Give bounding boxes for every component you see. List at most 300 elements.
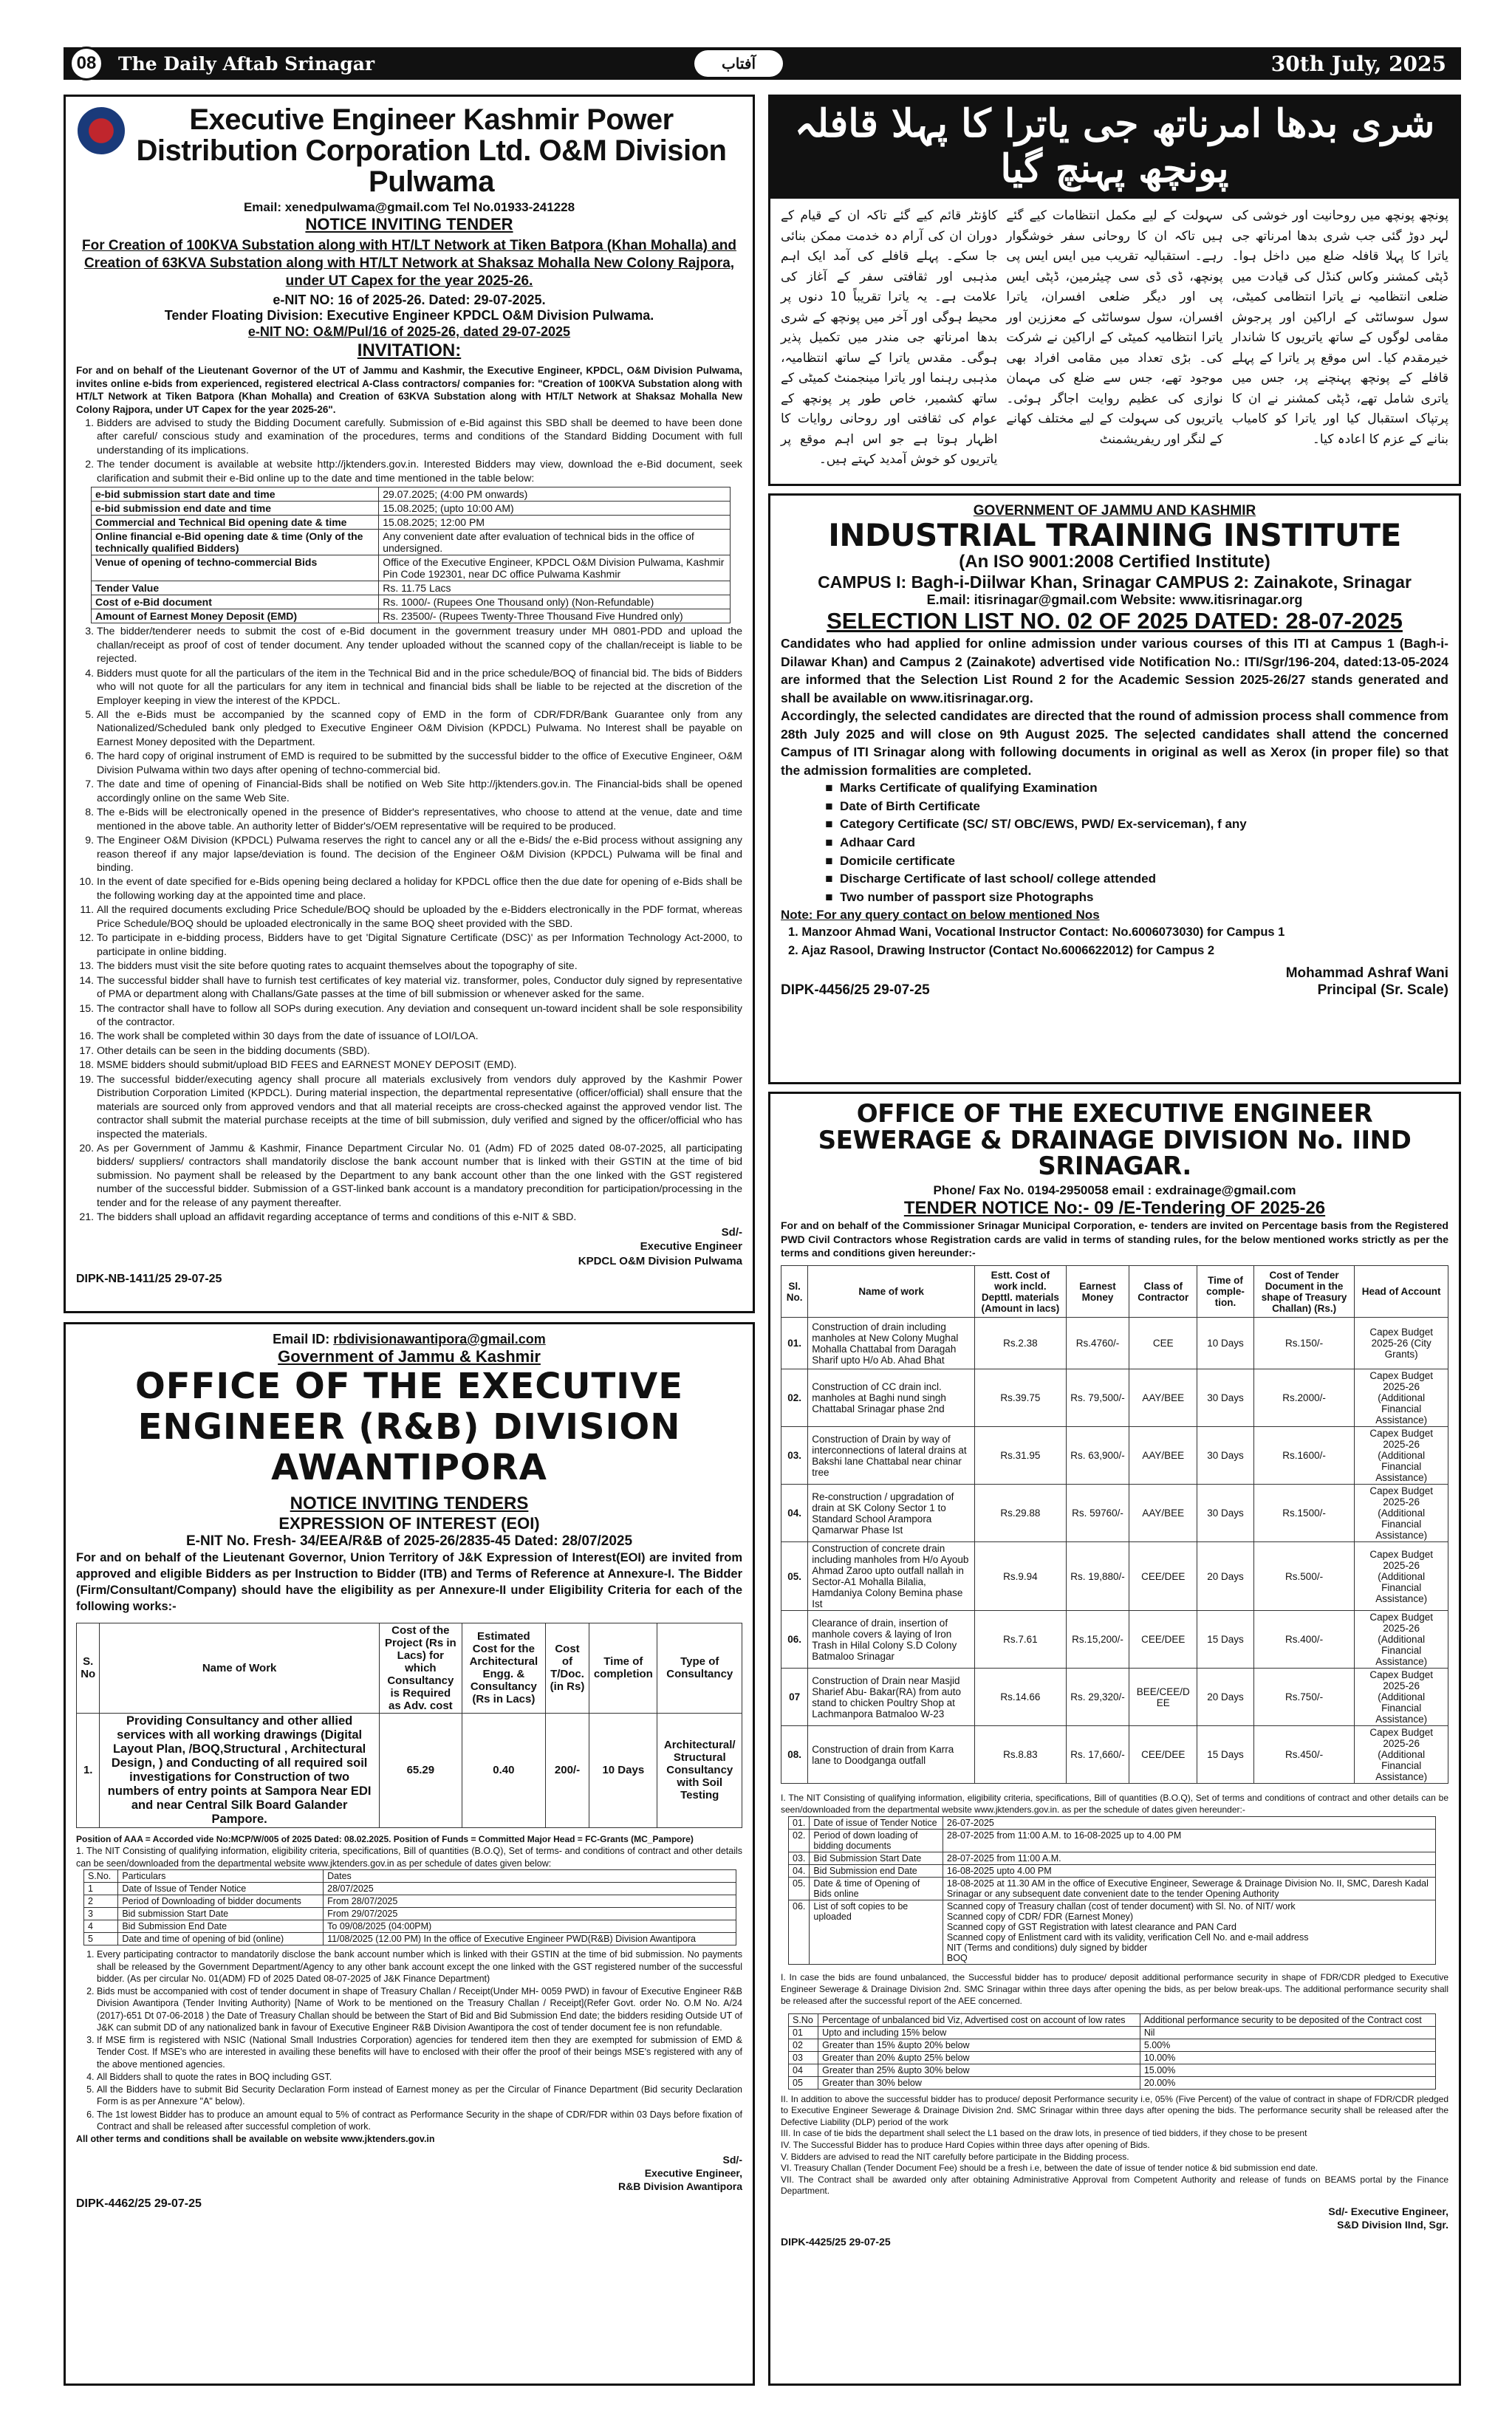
- table-cell: 02: [789, 2039, 818, 2051]
- kpdcl-subject: For Creation of 100KVA Substation along with HT/LT Network at Tiken Batpora (Khan Mohalla) and Creation of 63KVA Substation along with HT/LT Network at Shaksaz Mohalla New Colony Rajpora, under UT Capex for the year 2025-26.: [81, 238, 737, 289]
- table-cell: Rs. 11.75 Lacs: [379, 581, 731, 595]
- table-cell: Rs. 19,880/-: [1066, 1542, 1129, 1611]
- kpdcl-term: 13. The bidders must visit the site before quoting rates to acquaint themselves about the topography of site.: [97, 959, 742, 973]
- table-cell: 10 Days: [1197, 1318, 1253, 1369]
- table-cell: Construction of concrete drain including manholes from H/o Ayoub Ahmad Zaroo upto outfall nallah in Sector-A1 Mohalla Bilalia, Hamdaniya Colony Bemina phase Ist: [808, 1542, 975, 1611]
- table-cell: 01.: [789, 1817, 810, 1830]
- table-row: [92, 555, 731, 581]
- table-cell: 65.29: [379, 1713, 462, 1827]
- table-row: [92, 516, 731, 530]
- iti-document-item: • Date of Birth Certificate: [840, 798, 1448, 816]
- kpdcl-invitation: INVITATION:: [357, 340, 462, 360]
- table-cell: BEE/CEE/D EE: [1129, 1669, 1197, 1726]
- table-cell: 05.: [789, 1878, 810, 1900]
- table-cell: 20 Days: [1197, 1669, 1253, 1726]
- table-cell: Capex Budget 2025-26 (Additional Financial Assistance): [1355, 1427, 1448, 1485]
- table-cell: Rs. 29,320/-: [1066, 1669, 1129, 1726]
- table-cell: 29.07.2025; (4:00 PM onwards): [379, 487, 731, 502]
- table-cell: 15 Days: [1197, 1726, 1253, 1784]
- rb-dipk: DIPK-4462/25 29-07-25: [76, 2197, 202, 2211]
- table-header-row: [781, 1266, 1448, 1318]
- urdu-column-3: کاؤنٹر قائم کیے گئے تاکہ ان کے قیام کے دوران ان کی آرام دہ خدمت ممکن بنائی جا سکے۔ پہلے قافلے کی آمد ایک اہم مذہبی اور ثقافتی سفر کے آغاز کی علامت ہے۔ یہ یاترا تقریباً 10 دنوں پر محیط ہوگی اور آخر میں پونچھ کے شری بدھا امرناتھ جی مندر میں تکمیل پذیر ہوگی۔ مقدس یاترا کے ساتھ انتظامیہ، مذہبی رہنما اور یاترا مینجمنٹ کمیٹی کے ساتھ کشمیر، خاص طور پر پونچھ کے عوام کی ثقافتی اور روحانی روایات کا اظہار ہوتا ہے جو اس اہم موقع پر یاتریوں کو خوش آمدید کہتے ہیں۔: [781, 208, 998, 468]
- table-cell: Architectural/ Structural Consultancy with Soil Testing: [657, 1713, 742, 1827]
- iti-contact-line: 2. Ajaz Rasool, Drawing Instructor (Contact No.6006622012) for Campus 2: [788, 943, 1215, 957]
- table-row: [781, 1369, 1448, 1427]
- table-cell: Rs.750/-: [1253, 1669, 1355, 1726]
- table-cell: Name of Work: [100, 1623, 379, 1713]
- table-cell: Rs.2000/-: [1253, 1369, 1355, 1427]
- table-cell: Cost of the Project (Rs in Lacs) for which Consultancy is Required as Adv. cost: [379, 1623, 462, 1713]
- rb-footer: All other terms and conditions shall be available on website www.jktenders.gov.in: [76, 2134, 435, 2145]
- sewerage-note: VII. The Contract shall be awarded only after obtaining Administrative Approval from Competent Authority and release of funds on BEAMS portal by the Finance Department.: [781, 2174, 1448, 2197]
- rb-eoi: EXPRESSION OF INTEREST (EOI): [278, 1513, 540, 1533]
- table-cell: 02.: [789, 1830, 810, 1852]
- table-row: [781, 1542, 1448, 1611]
- table-cell: Bid Submission end Date: [810, 1865, 943, 1878]
- rb-signature: [76, 2153, 742, 2194]
- table-row: [92, 487, 731, 502]
- table-cell: Rs.400/-: [1253, 1611, 1355, 1669]
- table-row: [781, 1611, 1448, 1669]
- signature-line: Executive Engineer: [640, 1240, 742, 1253]
- iti-contact-line: 1. Manzoor Ahmad Wani, Vocational Instructor Contact: No.6006073030) for Campus 1: [788, 925, 1285, 940]
- table-cell: 04.: [781, 1485, 808, 1542]
- kpdcl-term: 12. To participate in e-bidding process, Bidders have to get 'Digital Signature Certificate (DSC)' as per Information Technology Act-2000, to participate in online bidding.: [97, 931, 742, 959]
- kpdcl-terms-list-a: [76, 417, 742, 485]
- table-cell: Rs. 17,660/-: [1066, 1726, 1129, 1784]
- table-cell: List of soft copies to be uploaded: [810, 1900, 943, 1965]
- table-cell: Capex Budget 2025-26 (Additional Financial Assistance): [1355, 1485, 1448, 1542]
- rb-note: 3. If MSE firm is registered with NSIC (National Small Industries Corporation) agencies for tendered item then they are exempted for submission of EMD & Tender Cost. If MSE's who are interested in availing these benefits will have to enclosed with their offer the proof of their beings MSE's registered with any of the above mentioned agencies.: [97, 2034, 742, 2070]
- table-row: [781, 1726, 1448, 1784]
- table-cell: 18-08-2025 at 11.30 AM in the office of Executive Engineer, Sewerage & Drainage Division No. II, SMC, Daresh Kadal Srinagar or any subsequent date convenient date to the tender Opening Authority: [943, 1878, 1435, 1900]
- newspaper-name: The Daily Aftab Srinagar: [118, 52, 375, 75]
- table-cell: Rs. 63,900/-: [1066, 1427, 1129, 1485]
- table-cell: 08.: [781, 1726, 808, 1784]
- kpdcl-enit-ref: e-NIT NO: O&M/Pul/16 of 2025-26, dated 29-07-2025: [247, 324, 571, 340]
- sewerage-tender-notice: [768, 1092, 1461, 2386]
- sewerage-contact: Phone/ Fax No. 0194-2950058 email : exdrainage@gmail.com: [933, 1183, 1296, 1198]
- kpdcl-terms-list-b: [76, 625, 742, 1224]
- table-cell: Date and time of opening of bid (online): [118, 1933, 324, 1946]
- table-cell: Time of completion: [589, 1623, 657, 1713]
- table-cell: Construction of drain from Karra lane to Doodganga outfall: [808, 1726, 975, 1784]
- sewerage-note: VI. Treasury Challan (Tender Document Fee) should be a fresh i.e, between the date of issue of tender notice & bid submission end date.: [781, 2163, 1318, 2174]
- signature-line: Sd/-: [721, 1225, 742, 1239]
- table-row: [789, 2013, 1436, 2026]
- iti-selection-heading: SELECTION LIST NO. 02 OF 2025 DATED: 28-07-2025: [827, 608, 1403, 634]
- table-row: [789, 2039, 1436, 2051]
- table-cell: 15.08.2025; (upto 10:00 AM): [379, 502, 731, 516]
- kpdcl-term: 3. The bidder/tenderer needs to submit the cost of e-Bid document in the government treasury under MH 0801-PDD and upload the challan/receipt as proof of cost of tender document. Any tender uploaded without the scanned copy of the challan/receipt is liable to be rejected.: [97, 625, 742, 665]
- table-cell: Bid Submission End Date: [118, 1920, 324, 1933]
- rb-note: 5. All the Bidders have to submit Bid Security Declaration Form instead of Earnest money as per the Circular of Finance Department (Bid security Declaration Form is as per Annexure "A" below).: [97, 2084, 742, 2108]
- sewerage-notes: [781, 2094, 1448, 2197]
- kpdcl-term: 6. The hard copy of original instrument of EMD is required to be submitted by the successful bidder to the office of Executive Engineer, O&M Division Pulwama within two days after opening of techno-commercial bid.: [97, 750, 742, 777]
- table-cell: 20.00%: [1140, 2076, 1435, 2089]
- table-cell: 03.: [781, 1427, 808, 1485]
- table-cell: Greater than 25% &upto 30% below: [818, 2064, 1140, 2076]
- kpdcl-term: 16. The work shall be completed within 30 days from the date of issuance of LOI/LOA.: [97, 1030, 742, 1043]
- kpdcl-term: 5. All the e-Bids must be accompanied by the scanned copy of EMD in the form of CDR/FDR/Bank Guarantee only from any Nationalized/Scheduled bank only pledged to Executive Engineer O&M Division (KPDCL) Pulwama. No Interest shall be payable on Earnest Money deposited with the Department.: [97, 708, 742, 749]
- table-cell: 03.: [789, 1852, 810, 1865]
- table-cell: Additional performance security to be deposited of the Contract cost: [1140, 2013, 1435, 2026]
- sewerage-unbalanced: I. In case the bids are found unbalanced, the Successful bidder has to produce/ deposit additional performance security in shape of FDR/CDR pledged to Executive Engineer Sewerage & Drainage Division 2nd. SMC Srinagar within three days after opening the bids, as per below break-ups. The additional performance security shall be released after the successful report of the AEE concerned.: [781, 1972, 1448, 2006]
- table-cell: 11/08/2025 (12.00 PM) In the office of Executive Engineer PWD(R&B) Division Awantipora: [324, 1933, 736, 1946]
- table-cell: Scanned copy of Treasury challan (cost of tender document) with Sl. No. of NIT/ work Scanned copy of CDR/ FDR (Earnest Money) Scanned copy of GST Registration with latest clearance and PAN Card Scanned copy of Enlistment card with its validity, verification Cell No. and e-mail address NIT (Terms and conditions) duly signed by bidder BOQ: [943, 1900, 1435, 1965]
- table-row: [84, 1933, 736, 1946]
- rb-note: 2. Bids must be accompanied with cost of tender document in shape of Treasury Challan / Receipt(Under MH- 0059 PWD) in favour of Executive Engineer R&B Division Awantipora (Tender Inviting Authority) [Name of Work to be mentioned on the Treasury Challan / Receipt](Refer Govt. order No. O.M No. A/24 (2017)-651 Dt 07-06-2018 ) the Date of Treasury Challan should be between the Start of Bid and Bid Submission End date; the bidders residing Outside UT of J&K can submit DD of any nationalized bank in favour of Executive Engineer R&B Division Awantipora the cost of tender document fee is non refundable.: [97, 1985, 742, 2033]
- table-cell: 30 Days: [1197, 1427, 1253, 1485]
- table-row: [77, 1713, 742, 1827]
- table-cell: Earnest Money: [1066, 1266, 1129, 1318]
- sewerage-works-table: [781, 1265, 1448, 1784]
- sewerage-dipk: DIPK-4425/25 29-07-25: [781, 2236, 891, 2248]
- rb-title: OFFICE OF THE EXECUTIVE ENGINEER (R&B) DIVISION AWANTIPORA: [134, 1366, 683, 1489]
- rb-position: Position of AAA = Accorded vide No:MCP/W/005 of 2025 Dated: 08.02.2025. Position of Funds = Committed Major Head = FC-Grants (MC_Pampore): [76, 1833, 694, 1844]
- sewerage-note: IV. The Successful Bidder has to produce Hard Copies within three days after opening of Bids.: [781, 2139, 1150, 2150]
- kpdcl-floating: Tender Floating Division: Executive Engineer KPDCL O&M Division Pulwama.: [164, 308, 654, 324]
- table-cell: Particulars: [118, 1870, 324, 1883]
- rb-note: 4. All Bidders shall to quote the rates in BOQ including GST.: [97, 2071, 742, 2083]
- table-cell: Capex Budget 2025-26 (Additional Financial Assistance): [1355, 1611, 1448, 1669]
- iti-selection-list: [768, 493, 1461, 1084]
- table-cell: Head of Account: [1355, 1266, 1448, 1318]
- iti-govt: GOVERNMENT OF JAMMU AND KASHMIR: [973, 503, 1256, 519]
- table-row: [84, 1870, 736, 1883]
- table-cell: 28-07-2025 from 11:00 A.M.: [943, 1852, 1435, 1865]
- kpdcl-term: 4. Bidders must quote for all the particulars of the item in the Technical Bid and in the price schedule/BOQ of financial bid. The bids of Bidders who will not quote for all the particulars for any item in technical and financial bids shall be liable to be rejected at the discretion of the Employer keeping in view the interest of the KPDCL.: [97, 667, 742, 708]
- table-cell: Greater than 15% &upto 20% below: [818, 2039, 1140, 2051]
- sewerage-schedule-table: [788, 1816, 1436, 1965]
- signature-line: Sd/- Executive Engineer,: [1328, 2205, 1448, 2217]
- table-row: [781, 1427, 1448, 1485]
- signature-line: KPDCL O&M Division Pulwama: [578, 1254, 742, 1267]
- table-cell: Class of Contractor: [1129, 1266, 1197, 1318]
- table-cell: Estimated Cost for the Architectural Engg. & Consultancy (Rs in Lacs): [462, 1623, 545, 1713]
- table-cell: Tender Value: [92, 581, 379, 595]
- iti-document-item: • Marks Certificate of qualifying Examination: [840, 779, 1448, 798]
- table-cell: Rs.8.83: [974, 1726, 1066, 1784]
- table-cell: Date of issue of Tender Notice: [810, 1817, 943, 1830]
- table-cell: Clearance of drain, insertion of manhole covers & laying of Iron Trash in Hilal Colony S.D Colony Batmaloo Srinagar: [808, 1611, 975, 1669]
- table-row: [789, 1878, 1436, 1900]
- table-cell: Period of Downloading of bidder documents: [118, 1895, 324, 1908]
- table-cell: Re-construction / upgradation of drain at SK Colony Sector 1 to Standard School Arampora Qamarwar Phase Ist: [808, 1485, 975, 1542]
- table-cell: Greater than 20% &upto 25% below: [818, 2051, 1140, 2064]
- table-cell: Rs. 1000/- (Rupees One Thousand only) (Non-Refundable): [379, 595, 731, 609]
- table-cell: AAY/BEE: [1129, 1369, 1197, 1427]
- table-cell: Percentage of unbalanced bid Viz, Advertised cost on account of low rates: [818, 2013, 1140, 2026]
- table-cell: 16-08-2025 upto 4.00 PM: [943, 1865, 1435, 1878]
- table-cell: Estt. Cost of work incld. Depttl. materials (Amount in lacs): [974, 1266, 1066, 1318]
- rb-eoi-notice: [64, 1322, 755, 2386]
- table-cell: Cost of e-Bid document: [92, 595, 379, 609]
- table-cell: Capex Budget 2025-26 (Additional Financial Assistance): [1355, 1726, 1448, 1784]
- table-cell: 30 Days: [1197, 1485, 1253, 1542]
- table-cell: Rs.7.61: [974, 1611, 1066, 1669]
- table-cell: 06.: [781, 1611, 808, 1669]
- table-row: [789, 1852, 1436, 1865]
- signature-line: Sd/-: [722, 2153, 742, 2166]
- table-cell: Amount of Earnest Money Deposit (EMD): [92, 609, 379, 623]
- table-cell: 15.00%: [1140, 2064, 1435, 2076]
- table-cell: 10 Days: [589, 1713, 657, 1827]
- table-cell: 03: [789, 2051, 818, 2064]
- kpdcl-term: 15. The contractor shall have to follow all SOPs during execution. Any deviation and consequent un-toward incident shall be sole responsibility of the contractor.: [97, 1002, 742, 1030]
- table-cell: Providing Consultancy and other allied services with all working drawings (Digital Layout Plan, /BOQ,Structural , Architectural Design, ) and Conducting of all required soil investigations for Construction of two numbers of entry points at Sampora Near EDI and near Central Silk Board Galander Pampore.: [100, 1713, 379, 1827]
- iti-document-item: • Domicile certificate: [840, 852, 1448, 871]
- iti-iso: (An ISO 9001:2008 Certified Institute): [959, 552, 1270, 572]
- rb-govt: Government of Jammu & Kashmir: [278, 1347, 541, 1366]
- iti-note: Note: For any query contact on below mentioned Nos: [781, 907, 1100, 922]
- table-row: [789, 1817, 1436, 1830]
- kpdcl-term: 8. The e-Bids will be electronically opened in the presence of Bidder's representatives, who choose to attend at the venue, date and time mentioned in the above table. An authority letter of Bidder's/OEM representative will be required to be produced.: [97, 806, 742, 833]
- table-cell: Period of down loading of bidding documents: [810, 1830, 943, 1852]
- kpdcl-term: 2. The tender document is available at website http://jktenders.gov.in. Interested Bidders may view, download the e-Bid document, seek clarification and submit their e-Bid online up to the date and time mentioned in the table below:: [97, 458, 742, 485]
- iti-para1: Candidates who had applied for online admission under various courses of this ITI at Campus 1 (Bagh-i-Dilawar Khan) and Campus 2 (Zainakote) advertised vide Notification No.: ITI/Sgr/196-204, dated:13-05-2024 are informed that the Selection List Round 2 for the Academic Session 2025-26/27 stands generated and shall be available on www.itisrinagar.org.: [781, 636, 1448, 705]
- table-cell: 06.: [789, 1900, 810, 1965]
- table-cell: Rs.4760/-: [1066, 1318, 1129, 1369]
- table-cell: CEE/DEE: [1129, 1542, 1197, 1611]
- table-cell: Sl. No.: [781, 1266, 808, 1318]
- table-cell: Rs.9.94: [974, 1542, 1066, 1611]
- table-cell: Office of the Executive Engineer, KPDCL O&M Division Pulwama, Kashmir Pin Code 192301, near DC office Pulwama Kashmir: [379, 555, 731, 581]
- iti-dipk: DIPK-4456/25 29-07-25: [781, 982, 930, 999]
- iti-signatory-post: Principal (Sr. Scale): [1317, 982, 1448, 999]
- table-cell: Rs. 79,500/-: [1066, 1369, 1129, 1427]
- table-cell: 200/-: [545, 1713, 589, 1827]
- table-row: [789, 1900, 1436, 1965]
- table-cell: Construction of CC drain incl. manholes at Baghi nund singh Chattabal Srinagar phase 2nd: [808, 1369, 975, 1427]
- table-cell: Rs.1600/-: [1253, 1427, 1355, 1485]
- iti-campus: CAMPUS I: Bagh-i-Diilwar Khan, Srinagar CAMPUS 2: Zainakote, Srinagar: [818, 572, 1412, 592]
- kpdcl-title: Executive Engineer Kashmir Power Distribution Corporation Ltd. O&M Division Pulwama: [136, 103, 727, 198]
- table-row: [789, 2064, 1436, 2076]
- table-cell: To 09/08/2025 (04:00PM): [324, 1920, 736, 1933]
- table-cell: 04: [789, 2064, 818, 2076]
- table-cell: Rs.450/-: [1253, 1726, 1355, 1784]
- table-cell: Nil: [1140, 2026, 1435, 2039]
- kpdcl-term: 9. The Engineer O&M Division (KPDCL) Pulwama reserves the right to cancel any or all the e-Bids/ the e-Bid process without assigning any reason thereof if any major lapse/deviation is found. The decision of the Engineer O&M Division (KPDCL) Pulwama will be final and binding.: [97, 834, 742, 875]
- table-cell: From 29/07/2025: [324, 1908, 736, 1920]
- table-cell: Rs. 23500/- (Rupees Twenty-Three Thousand Five Hundred only): [379, 609, 731, 623]
- kpdcl-term: 19. The successful bidder/executing agency shall procure all materials exclusively from vendors duly approved by the Kashmir Power Distribution Corporation Limited (KPDCL). During material inspection, the departmental representative (officer/official) shall ensure that the materials are sourced only from approved vendors and that all material receipts are cross-checked against the approved vendor list. The contractor shall submit the material purchase receipts at the time of bill submission, duly verified and signed by the officer/official who has inspected the materials.: [97, 1073, 742, 1141]
- table-cell: 28/07/2025: [324, 1883, 736, 1895]
- kpdcl-contact: Email: xenedpulwama@gmail.com Tel No.01933-241228: [243, 200, 575, 214]
- table-cell: Rs.1500/-: [1253, 1485, 1355, 1542]
- table-cell: Dates: [324, 1870, 736, 1883]
- signature-line: Executive Engineer,: [644, 2166, 742, 2179]
- table-cell: Name of work: [808, 1266, 975, 1318]
- table-cell: Rs.14.66: [974, 1669, 1066, 1726]
- kpdcl-term: 18. MSME bidders should submit/upload BID FEES and EARNEST MONEY DEPOSIT (EMD).: [97, 1058, 742, 1072]
- table-cell: 05.: [781, 1542, 808, 1611]
- table-cell: Rs.31.95: [974, 1427, 1066, 1485]
- iti-para2: Accordingly, the selected candidates are directed that the round of admission process shall commence from 28th July 2025 and will close on 9th August 2025. The se|ected candidates shall attend the concerned Campus of ITI Srinagar along with following documents in original as well as Xerox (in proper file) so that the admission formalities are completed.: [781, 708, 1448, 778]
- kpdcl-tender-notice: [64, 95, 755, 1313]
- table-row: [789, 1830, 1436, 1852]
- iti-signatory-name: Mohammad Ashraf Wani: [1285, 965, 1448, 981]
- table-row: [92, 581, 731, 595]
- kpdcl-notice-heading: NOTICE INVITING TENDER: [305, 215, 513, 233]
- urdu-column-1: پونچھ پونچھ میں روحانیت اور خوشی کی لہر دوڑ گئی جب شری بدھا امرناتھ جی یاترا کا پہلا قافلہ ضلع میں داخل ہوا۔ ڈپٹی کمشنر وکاس کنڈل کی قیادت میں ضلعی انتظامیہ نے یاترا انتظامی کمیٹی، سول سوسائٹی کے اراکین اور پرجوش مقامی لوگوں کے ساتھ یاتریوں کا شاندار خیرمقدم کیا۔ اس موقع پر یاترا کے پہلے قافلے کے پونچھ پہنچنے پر، جس میں یاتری شامل تھے، ڈپٹی کمشنر نے ان کا پرتپاک استقبال کیا اور یاترا کو کامیاب بنانے کے عزم کا اعادہ کیا۔: [1231, 208, 1448, 447]
- table-row: [84, 1895, 736, 1908]
- table-row: [84, 1908, 736, 1920]
- table-cell: Greater than 30% below: [818, 2076, 1140, 2089]
- table-cell: Rs.500/-: [1253, 1542, 1355, 1611]
- kpdcl-term: 7. The date and time of opening of Financial-Bids shall be notified on Web Site http://jktenders.gov.in. The Financial-bids shall be opened accordingly online on the same Web Site.: [97, 778, 742, 805]
- table-cell: Rs.2.38: [974, 1318, 1066, 1369]
- table-cell: S.No.: [84, 1870, 118, 1883]
- sewerage-note: V. Bidders are advised to read the NIT carefully before participate in the Bidding process.: [781, 2151, 1129, 2162]
- iti-document-item: • Discharge Certificate of last school/ college attended: [840, 870, 1448, 889]
- table-cell: 2: [84, 1895, 118, 1908]
- table-cell: 15.08.2025; 12:00 PM: [379, 516, 731, 530]
- rb-email-label: Email ID:: [273, 1332, 334, 1346]
- sewerage-intro: For and on behalf of the Commissioner Srinagar Municipal Corporation, e- tenders are invited on Percentage basis from the Registered PWD Civil Contractors whose Registration cards are valid in terms of standing rules, for the below mentioned works strictly as per the terms and conditions given hereunder:-: [781, 1219, 1448, 1259]
- kpdcl-term: 11. All the required documents excluding Price Schedule/BOQ should be uploaded by the e-Bidders electronically in the PDF format, whereas Price Schedule/BOQ should be uploaded electronically in the same BOQ sheet provided with the SBD.: [97, 903, 742, 931]
- table-cell: Type of Consultancy: [657, 1623, 742, 1713]
- table-cell: 05: [789, 2076, 818, 2089]
- table-cell: Bid Submission Start Date: [810, 1852, 943, 1865]
- table-cell: Construction of drain including manholes at New Colony Mughal Mohalla Chattabal from Daragah Sharif upto H/o Ab. Ahad Bhat: [808, 1318, 975, 1369]
- kpdcl-dipk: DIPK-NB-1411/25 29-07-25: [76, 1273, 222, 1286]
- table-cell: Date & time of Opening of Bids online: [810, 1878, 943, 1900]
- table-cell: 01: [789, 2026, 818, 2039]
- table-row: [84, 1920, 736, 1933]
- table-row: [789, 2051, 1436, 2064]
- table-cell: AAY/BEE: [1129, 1485, 1197, 1542]
- table-cell: 4: [84, 1920, 118, 1933]
- rb-notice: NOTICE INVITING TENDERS: [290, 1493, 529, 1513]
- table-cell: Venue of opening of techno-commercial Bids: [92, 555, 379, 581]
- iti-document-item: • Category Certificate (SC/ ST/ OBC/EWS, PWD/ Ex-serviceman), f any: [840, 815, 1448, 834]
- rb-works-table: [76, 1623, 742, 1828]
- table-cell: Time of comple-tion.: [1197, 1266, 1253, 1318]
- table-cell: AAY/BEE: [1129, 1427, 1197, 1485]
- signature-line: R&B Division Awantipora: [618, 2180, 742, 2193]
- table-cell: Construction of Drain near Masjid Sharief Abu- Bakar(RA) from auto stand to chicken Poultry Shop at Lachmanpora Batmaloo W-23: [808, 1669, 975, 1726]
- table-cell: 0.40: [462, 1713, 545, 1827]
- table-row: [781, 1669, 1448, 1726]
- table-cell: Rs.39.75: [974, 1369, 1066, 1427]
- iti-contacts: [781, 923, 1448, 960]
- rb-notes-list: [76, 1948, 742, 2132]
- table-row: [92, 530, 731, 555]
- table-cell: 20 Days: [1197, 1542, 1253, 1611]
- table-cell: CEE: [1129, 1318, 1197, 1369]
- kpdcl-term: 10. In the event of date specified for e-Bids opening being declared a holiday for KPDCL office then the due date for opening of e-Bids shall be the following working day at the appointed time and place.: [97, 875, 742, 903]
- table-cell: e-bid submission end date and time: [92, 502, 379, 516]
- table-cell: Capex Budget 2025-26 (Additional Financial Assistance): [1355, 1542, 1448, 1611]
- table-cell: Capex Budget 2025-26 (Additional Financial Assistance): [1355, 1369, 1448, 1427]
- table-cell: 5: [84, 1933, 118, 1946]
- kpdcl-term: 1. Bidders are advised to study the Bidding Document carefully. Submission of e-Bid against this SBD shall be deemed to have been done after careful/ conscious study and examination of the procedures, terms and conditions of the Standard Bidding Document with full understanding of its implications.: [97, 417, 742, 457]
- kpdcl-term: 17. Other details can be seen in the bidding documents (SBD).: [97, 1044, 742, 1058]
- urdu-headline: شری بدھا امرناتھ جی یاترا کا پہلا قافلہ پونچھ پہنچ گیا: [770, 97, 1459, 199]
- table-cell: 07: [781, 1669, 808, 1726]
- table-header-row: [77, 1623, 742, 1713]
- page-number: 08: [69, 47, 103, 81]
- table-cell: Capex Budget 2025-26 (City Grants): [1355, 1318, 1448, 1369]
- table-row: [781, 1485, 1448, 1542]
- iti-document-item: • Two number of passport size Photographs: [840, 889, 1448, 907]
- table-row: [84, 1883, 736, 1895]
- table-cell: 10.00%: [1140, 2051, 1435, 2064]
- kpdcl-signature: [76, 1225, 742, 1269]
- table-cell: S. No: [77, 1623, 100, 1713]
- rb-note: 1. Every participating contractor to mandatorily disclose the bank account number which is linked with their GSTIN at the time of bid submission. No payments shall be released by the Government Department/Agency to any other bank account except the one linked with the GST registered number of the successful bidder. (As per circular No. 01(ADM) FD of 2025 Dated 08-07-2025 of J&K Finance Department): [97, 1948, 742, 1985]
- table-cell: Rs.29.88: [974, 1485, 1066, 1542]
- table-cell: Capex Budget 2025-26 (Additional Financial Assistance): [1355, 1669, 1448, 1726]
- sewerage-note: III. In case of tie bids the department shall select the L1 based on the draw lots, in presence of tied bidders, if they chose to be present: [781, 2128, 1307, 2139]
- table-row: [789, 2026, 1436, 2039]
- table-cell: Bid submission Start Date: [118, 1908, 324, 1920]
- kpdcl-logo-icon: [78, 107, 125, 154]
- sewerage-security-table: [788, 2013, 1436, 2090]
- table-cell: Date of Issue of Tender Notice: [118, 1883, 324, 1895]
- table-cell: Online financial e-Bid opening date & time (Only of the technically qualified Bidders): [92, 530, 379, 555]
- iti-title: INDUSTRIAL TRAINING INSTITUTE: [828, 517, 1401, 553]
- rb-note1: 1. The NIT Consisting of qualifying information, eligibility criteria, specifications, Bill of quantities (B.O.Q), Set of terms- and conditions of contract and other details can be seen/downloaded from the departmental website www.jktenders.gov.in as per schedule of dates given below:: [76, 1846, 742, 1869]
- sewerage-title: OFFICE OF THE EXECUTIVE ENGINEER SEWERAGE & DRAINAGE DIVISION No. IIND SRINAGAR.: [818, 1099, 1412, 1182]
- sewerage-nit-note: I. The NIT Consisting of qualifying information, eligibility criteria, specifications, Bill of quantities (B.O.Q), Set of terms and conditions of contract and other details can be seen/downloaded from the departmental website www.jktenders.gov.in. as per the schedule of dates given hereunder:-: [781, 1793, 1448, 1816]
- table-row: [92, 609, 731, 623]
- table-cell: 26-07-2025: [943, 1817, 1435, 1830]
- table-cell: 02.: [781, 1369, 808, 1427]
- table-cell: Rs. 59760/-: [1066, 1485, 1129, 1542]
- kpdcl-enit: e-NIT NO: 16 of 2025-26. Dated: 29-07-2025.: [273, 292, 546, 308]
- rb-email-link[interactable]: rbdivisionawantipora@gmail.com: [333, 1332, 546, 1346]
- rb-dates-table: [83, 1869, 736, 1946]
- table-cell: 1: [84, 1883, 118, 1895]
- table-cell: Rs.150/-: [1253, 1318, 1355, 1369]
- urdu-column-2: سہولت کے لیے مکمل انتظامات کیے گئے ہیں تاکہ ان کا روحانی سفر خوشگوار رہے۔ استقبالیہ تقریب میں ایس ایس پی پونچھ، ڈی ڈی سی چیئرمین، ڈپٹی ایس پی اور دیگر ضلعی افسران، یاترا افسران، سول سوسائٹی کے معززین اور یاترا انتظامیہ کمیٹی کے اراکین نے شرکت کی۔ بڑی تعداد میں مقامی افراد بھی موجود تھے، جس سے ضلع کی مہمان نوازی کی عظیم روایت اجاگر ہوئی۔ یاتریوں کی سہولت کے لیے مختلف کھانے کے لنگر اور ریفریشمنٹ: [1006, 208, 1223, 447]
- table-cell: Cost of Tender Document in the shape of Treasury Challan) (Rs.): [1253, 1266, 1355, 1318]
- table-cell: 1.: [77, 1713, 100, 1827]
- kpdcl-intro: For and on behalf of the Lieutenant Governor of the UT of Jammu and Kashmir, the Executive Engineer, KPDCL, O&M Division Pulwama, invites online e-bids from experienced, registered electrical A-Class contractors/ companies for: "Creation of 100KVA Substation along with HT/LT Network at Tiken Batpora (Khan Mohalla) and Creation of 63KVA Substation along with HT/LT Network at Shaksaz Mohalla New Colony Rajpora, under UT Capex for the year 2025-26".: [76, 364, 742, 416]
- urdu-news-article: [768, 95, 1461, 486]
- iti-documents-list: [781, 779, 1448, 906]
- table-cell: CEE/DEE: [1129, 1726, 1197, 1784]
- table-cell: 15 Days: [1197, 1611, 1253, 1669]
- table-cell: Cost of T/Doc. (in Rs): [545, 1623, 589, 1713]
- kpdcl-term: 14. The successful bidder shall have to furnish test certificates of key material viz. transformer, poles, Conductor duly signed by representative of PMA or department along with Challans/Gate passes at the time of bill submission or whenever asked for the same.: [97, 974, 742, 1002]
- table-cell: Rs.15,200/-: [1066, 1611, 1129, 1669]
- table-row: [92, 502, 731, 516]
- iti-document-item: • Adhaar Card: [840, 834, 1448, 852]
- table-cell: e-bid submission start date and time: [92, 487, 379, 502]
- table-row: [789, 2076, 1436, 2089]
- table-cell: S.No: [789, 2013, 818, 2026]
- table-cell: Construction of Drain by way of interconnections of lateral drains at Bakshi lane Chattabal near chinar tree: [808, 1427, 975, 1485]
- table-cell: 30 Days: [1197, 1369, 1253, 1427]
- table-cell: Any convenient date after evaluation of technical bids in the office of undersigned.: [379, 530, 731, 555]
- masthead-logo: آفتاب: [694, 50, 783, 77]
- table-row: [789, 1865, 1436, 1878]
- signature-line: S&D Division IInd, Sgr.: [1337, 2219, 1448, 2231]
- kpdcl-schedule-table: [91, 487, 731, 623]
- rb-enit: E-NIT No. Fresh- 34/EEA/R&B of 2025-26/2835-45 Dated: 28/07/2025: [185, 1533, 633, 1549]
- kpdcl-term: 21. The bidders shall upload an affidavit regarding acceptance of terms and conditions of this e-NIT & SBD.: [97, 1211, 742, 1224]
- table-cell: Commercial and Technical Bid opening date & time: [92, 516, 379, 530]
- table-cell: 5.00%: [1140, 2039, 1435, 2051]
- table-cell: 04.: [789, 1865, 810, 1878]
- table-cell: Upto and including 15% below: [818, 2026, 1140, 2039]
- sewerage-signature: [781, 2205, 1448, 2231]
- table-cell: 3: [84, 1908, 118, 1920]
